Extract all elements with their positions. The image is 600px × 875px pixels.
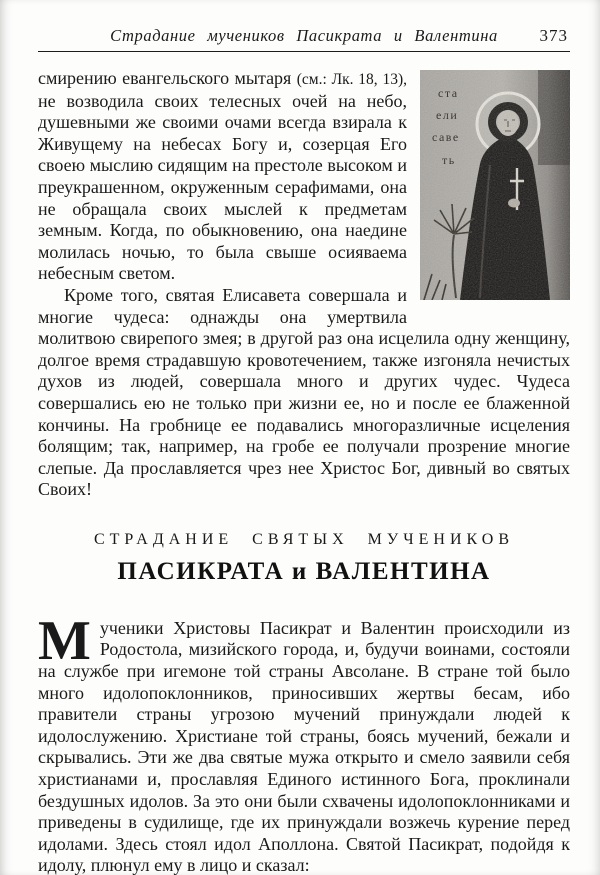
icon-grain-overlay (420, 70, 570, 300)
paragraph-martyrs-story (38, 609, 570, 875)
running-head-title: Страдание мучеников Пасикрата и Валентина (110, 26, 498, 45)
paragraph-text: не возводила своих телесных очей на небо, душевными же своими очами всегда взирала к Живущему на небесах Богу и, созерцая Его своею мыслию сидящим на престоле высоком и преукрашенном, окруженным серафимами, она не обращала своих мыслей к предметам земным. Когда, по обыкновению, она наедине молилась ночью, то была свыше осияваема небесным светом. (38, 90, 407, 284)
running-head (38, 26, 570, 46)
paragraph-elisabeth-miracles: Кроме того, святая Елисавета совершала и многие чудеса: однажды она умертвила молитвою свирепого змея; в другой раз она исцелила одну женщину, долгое время страдавшую кровотечением, также изгоняла нечистых духов из людей, совершала много и других чудес. Чудеса совершались ею не только при жизни ее, но и после ее блаженной кончины. На гробнице ее подавались многоразличные исцеления болящим; так, например, на гробе ее получали прозрение многие слепые. Да прославляется чрез нее Христос Бог, дивный во святых Своих! (38, 284, 570, 500)
section-heading (38, 531, 570, 586)
body-text-block (38, 68, 570, 501)
saint-elisabeth-icon (420, 70, 570, 300)
section-heading-line1: СТРАДАНИЕ СВЯТЫХ МУЧЕНИКОВ (93, 530, 515, 548)
paragraph-text: смирению евангельского мытаря (38, 68, 297, 88)
icon-inscription-line: саве (432, 130, 460, 144)
header-rule (38, 51, 570, 52)
scripture-reference: (см.: Лк. 18, 13), (296, 71, 407, 88)
section-heading-line2: ПАСИКРАТА и ВАЛЕНТИНА (117, 557, 491, 585)
drop-cap: М (38, 609, 91, 672)
paragraph-text: ученики Христовы Пасикрат и Валентин происходили из Родостола, мизийского города, и, будучи воинами, состояли на службе при игемоне той страны Авсолане. В стране той было много идолопоклонников, приносивших жертвы бесам, ибо правители страны угрозою мучений принуждали людей к идолослужению. Христиане той страны, боясь мучений, бежали и скрывались. Эти же два святые мужа открыто и смело заявили себя христианами и, прославляя Единого истинного Бога, проклинали бездушных идолов. За это они были схвачены идолопоклонниками и приведены в судилище, где их принуждали возжечь курение перед идолами. Здесь стоял идол Аполлона. Святой Пасикрат, подойдя к идолу, плюнул ему в лицо и сказал: (38, 617, 570, 875)
icon-inscription-line: ть (442, 153, 456, 167)
icon-inscription-line: ели (436, 108, 459, 122)
saint-elisabeth-icon-art (420, 70, 570, 300)
icon-inscription-line: ста (438, 86, 459, 100)
page-number: 373 (539, 26, 568, 45)
